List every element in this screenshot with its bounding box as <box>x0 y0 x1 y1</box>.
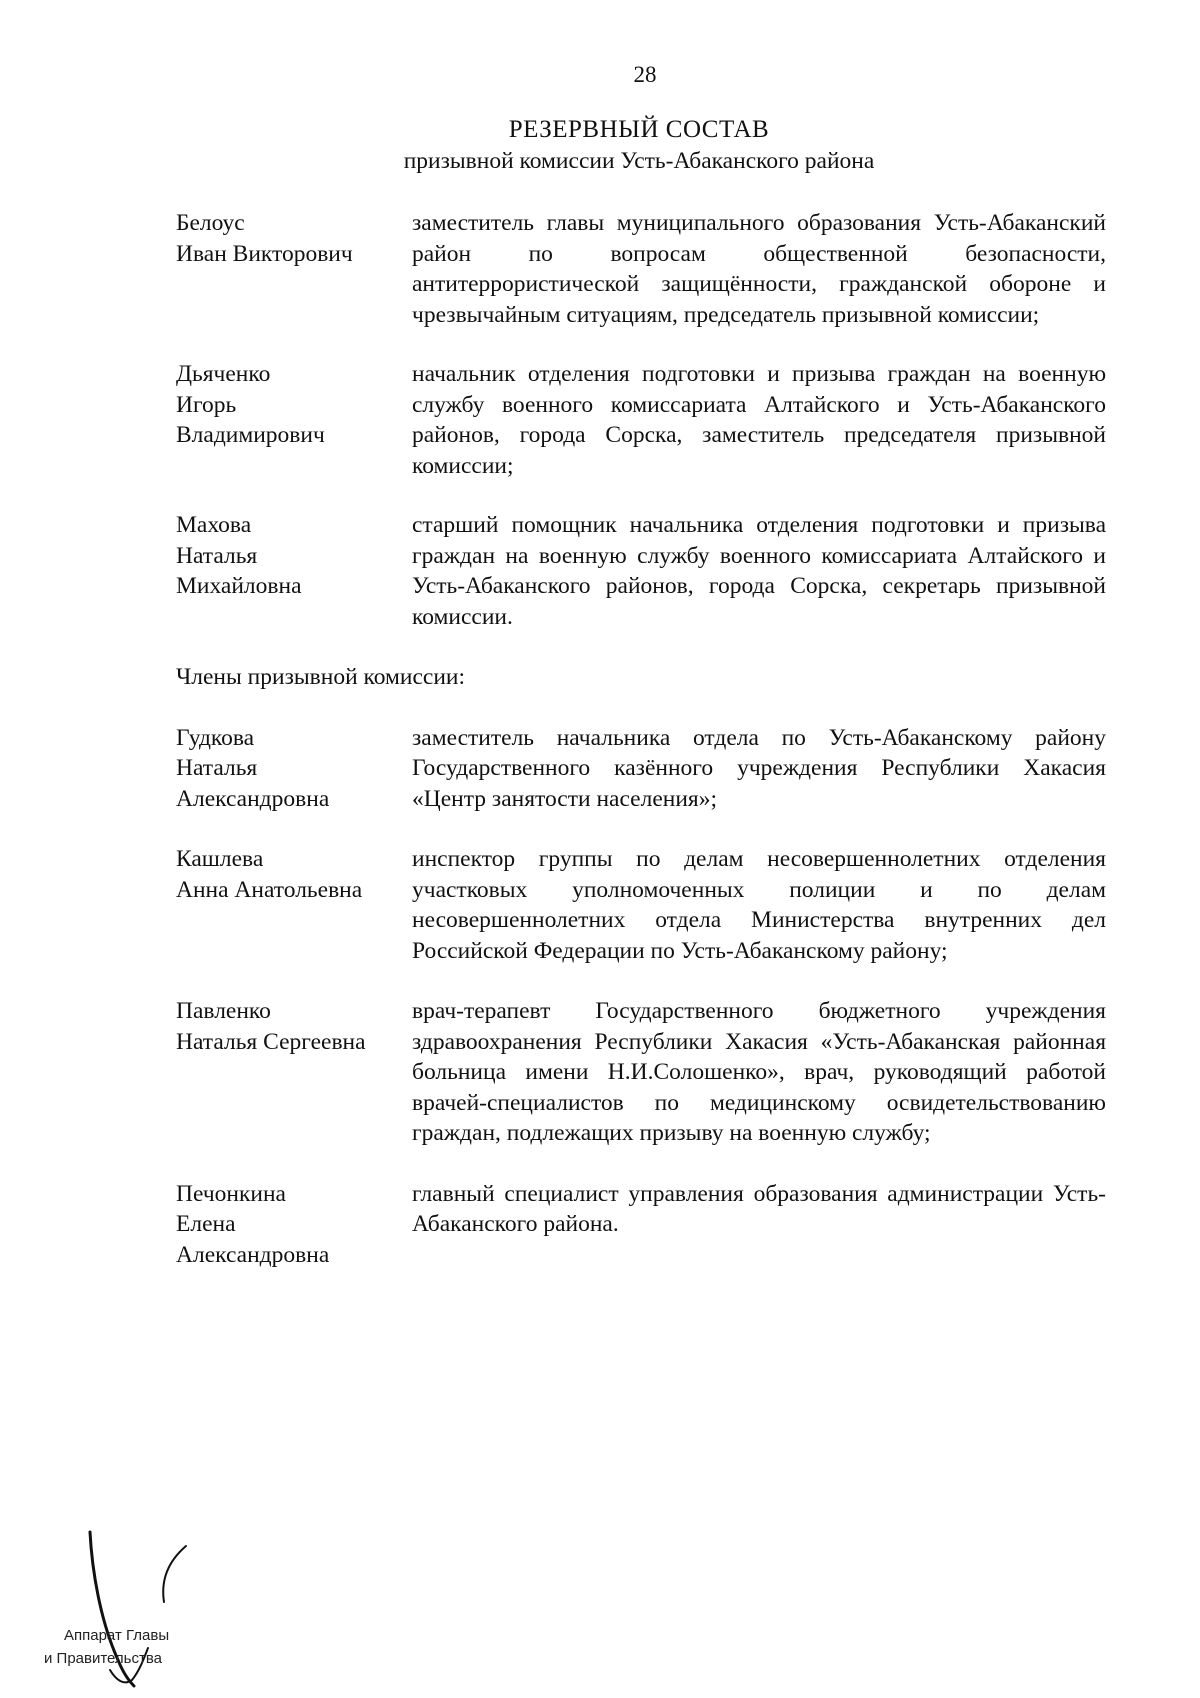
person-role: заместитель начальника отдела по Усть-Абаканскому району Государственного казённого учреждения Республики Хакасия «Центр занятости населения»; <box>412 724 1106 812</box>
person-role: заместитель главы муниципального образования Усть-Абаканский район по вопросам общественной безопасности, антитеррористической защищённости, гражданской обороне и чрезвычайным ситуациям, председатель призывной комиссии; <box>412 210 1106 328</box>
stamp-text: Аппарат Главы <box>64 1627 170 1644</box>
document-subtitle: призывной комиссии Усть-Абаканского района <box>403 148 875 174</box>
person-name: Белоус Иван Викторович <box>176 210 353 267</box>
member-entry <box>176 996 1106 1149</box>
stamp-text: и Правительства <box>44 1650 162 1667</box>
document-title: РЕЗЕРВНЫЙ СОСТАВ <box>508 116 770 143</box>
member-entry <box>176 723 1106 815</box>
leadership-entry-deputy-chairman <box>176 359 1106 481</box>
person-name: Печонкина Елена Александровна <box>176 1180 330 1268</box>
person-role: старший помощник начальника отделения подготовки и призыва граждан на военную службу военного комиссариата Алтайского и Усть-Абаканского районов, города Сорска, секретарь призывной комиссии. <box>412 512 1106 630</box>
leadership-entry-secretary <box>176 510 1106 632</box>
person-role: врач-терапевт Государственного бюджетного учреждения здравоохранения Республики Хакасия «Усть-Абаканская районная больница имени Н.И.Солошенко», врач, руководящий работой врачей-специалистов по медицинскому освидетельствованию граждан, подлежащих призыву на военную службу; <box>412 998 1106 1146</box>
person-name: Дьяченко Игорь Владимирович <box>176 361 325 448</box>
leadership-entry-chairman <box>176 208 1106 330</box>
person-name: Павленко Наталья Сергеевна <box>176 998 366 1055</box>
person-role: начальник отделения подготовки и призыва граждан на военную службу военного комиссариата Алтайского и Усть-Абаканского районов, города Сорска, заместитель председателя призывной комиссии; <box>412 361 1106 479</box>
person-name: Махова Наталья Михайловна <box>176 512 302 599</box>
member-entry <box>176 844 1106 966</box>
members-heading: Члены призывной комиссии: <box>176 664 466 690</box>
person-name: Гудкова Наталья Александровна <box>176 724 330 812</box>
person-role: главный специалист управления образования администрации Усть-Абаканского района. <box>412 1180 1106 1237</box>
page-number: 28 <box>633 62 657 87</box>
person-role: инспектор группы по делам несовершеннолетних отделения участковых уполномоченных полиции и по делам несовершеннолетних отдела Министерства внутренних дел Российской Федерации по Усть-Абаканскому району; <box>412 846 1106 964</box>
commission-list <box>176 208 1106 1270</box>
person-name: Кашлева Анна Анатольевна <box>176 846 363 903</box>
member-entry <box>176 1179 1106 1271</box>
